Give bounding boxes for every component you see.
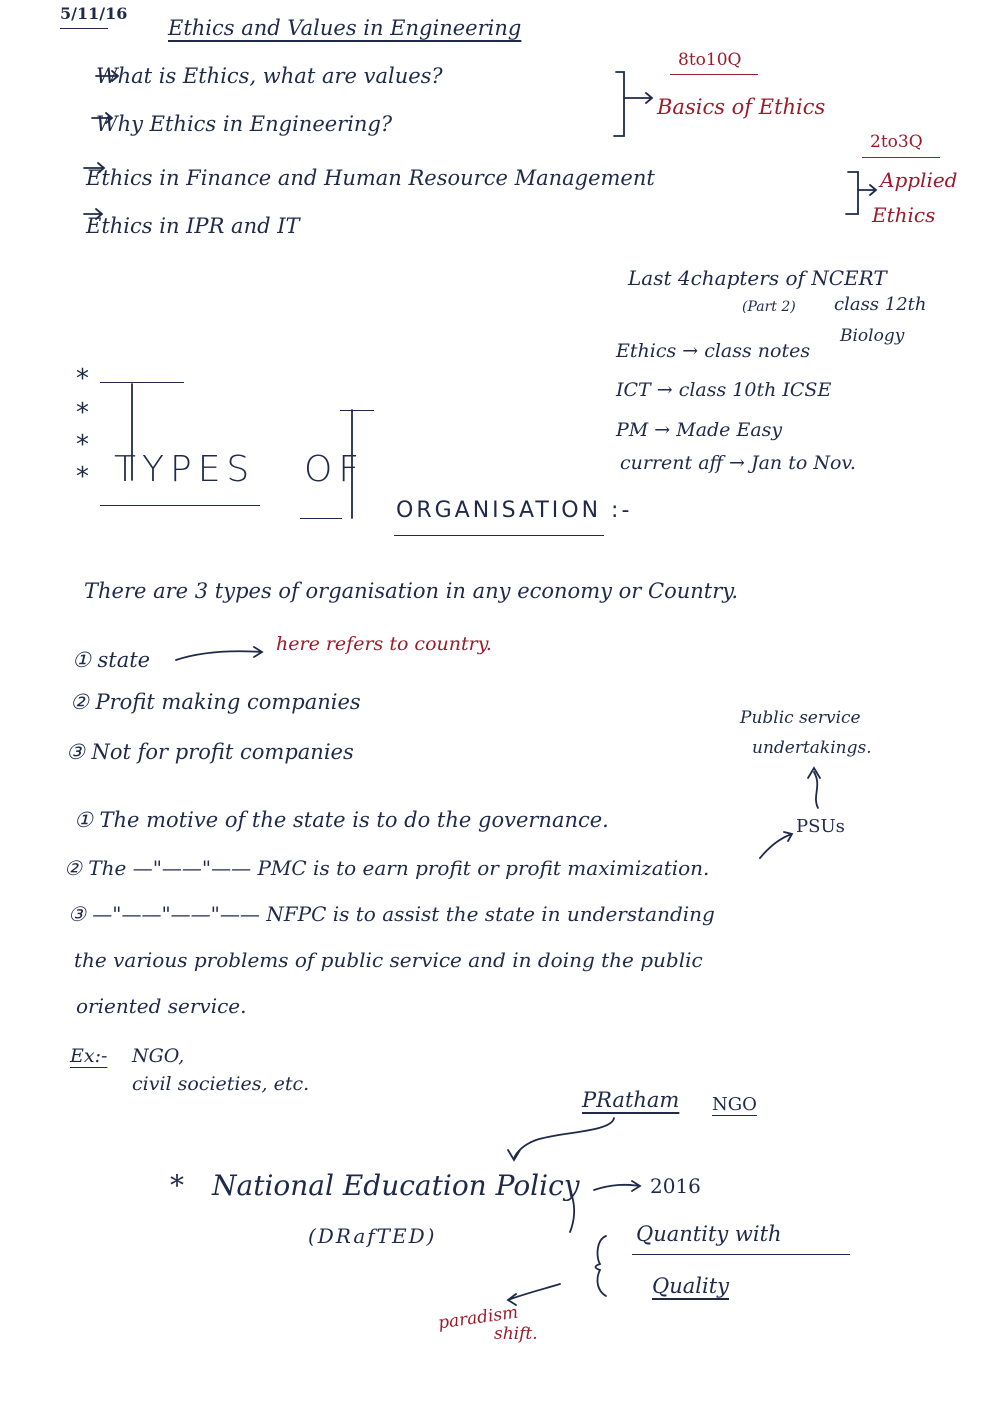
heading-types-bottom (100, 505, 260, 506)
date: 5/11/16 (60, 4, 128, 23)
date-underline (60, 28, 108, 29)
type-nonprofit: ③ Not for profit companies (66, 740, 354, 764)
motive-3: ③ —"——"——"—— NFPC is to assist the state in understanding (68, 902, 715, 926)
heading-star-4: * (76, 462, 95, 492)
nep-star: * (170, 1169, 184, 1202)
page-title: Ethics and Values in Engineering (168, 16, 522, 40)
heading-types-top (100, 382, 184, 383)
heading-organisation: ORGANISATION :- (396, 498, 633, 523)
nep-title: National Education Policy (212, 1169, 580, 1202)
motive-2: ② The —"——"—— PMC is to earn profit or profit maximization. (64, 856, 710, 880)
source-line7: current aff → Jan to Nov. (620, 452, 856, 474)
example-label: Ex:- (70, 1045, 108, 1067)
nep-quality: Quality (652, 1274, 729, 1298)
source-line2a: (Part 2) (742, 299, 796, 315)
heading-types: TYPES (114, 449, 256, 490)
topic-3: Ethics in Finance and Human Resource Management (86, 166, 655, 190)
type-state: ① state (72, 648, 151, 672)
applied-line1: Applied (880, 168, 958, 192)
topic-4: Ethics in IPR and IT (86, 214, 300, 238)
nep-quantity: Quantity with (636, 1222, 782, 1246)
topic-1: What is Ethics, what are values? (96, 64, 443, 88)
heading-of-top (340, 410, 374, 411)
state-note: here refers to country. (276, 633, 492, 655)
heading-star-2: * (76, 398, 95, 428)
arrow-state-note (176, 647, 262, 660)
heading-organisation-underline (394, 535, 604, 536)
arrow-up-psu (808, 768, 820, 808)
heading-of: OF (304, 449, 366, 490)
brace-quantity (596, 1236, 607, 1296)
marks-applied-underline (862, 157, 940, 158)
nep-year: 2016 (650, 1174, 701, 1198)
heading-star-3: * (76, 430, 95, 460)
motive-3-cont: the various problems of public service and in doing the public (74, 948, 703, 972)
arrow-to-basics (624, 93, 652, 103)
source-line5: ICT → class 10th ICSE (616, 379, 832, 401)
type-profit: ② Profit making companies (70, 690, 361, 714)
nep-shift: shift. (494, 1324, 538, 1344)
nep-quantity-underline (632, 1254, 850, 1255)
psu-note-line1: Public service (740, 708, 861, 728)
intro-sentence: There are 3 types of organisation in any economy or Country. (84, 579, 738, 603)
psus-label: PSUs (796, 816, 845, 837)
example-civil: civil societies, etc. (132, 1073, 310, 1095)
bracket-applied (846, 172, 858, 214)
motive-3-end: oriented service. (76, 994, 247, 1018)
heading-of-bottom (300, 518, 342, 519)
ngo-label: NGO (712, 1094, 757, 1115)
applied-line2: Ethics (872, 203, 936, 227)
psu-note-line2: undertakings. (752, 738, 872, 758)
example-ngo: NGO, (132, 1045, 185, 1067)
bracket-basics (614, 72, 624, 136)
marks-basics-underline (670, 74, 758, 75)
marks-applied: 2to3Q (870, 132, 923, 152)
topic-2: Why Ethics in Engineering? (96, 112, 393, 136)
marks-basics: 8to10Q (678, 50, 742, 70)
source-line3: Biology (840, 326, 905, 346)
motive-1: ① The motive of the state is to do the governance. (74, 808, 609, 832)
arrow-pratham-nep (508, 1118, 614, 1160)
nep-drafted: (DRafTED) (308, 1224, 437, 1248)
source-line4: Ethics → class notes (616, 340, 811, 362)
pratham-label: PRatham (582, 1088, 680, 1112)
arrow-to-psus (760, 832, 792, 858)
heading-star-1: * (76, 364, 95, 394)
source-line2b: class 12th (834, 294, 927, 315)
arrow-to-applied (858, 185, 876, 195)
nep-paradigm: paradism (436, 1302, 520, 1334)
source-line6: PM → Made Easy (616, 419, 783, 441)
basics-of-ethics: Basics of Ethics (657, 95, 826, 119)
arrow-nep-2016 (594, 1181, 640, 1191)
source-line1: Last 4chapters of NCERT (628, 266, 887, 290)
